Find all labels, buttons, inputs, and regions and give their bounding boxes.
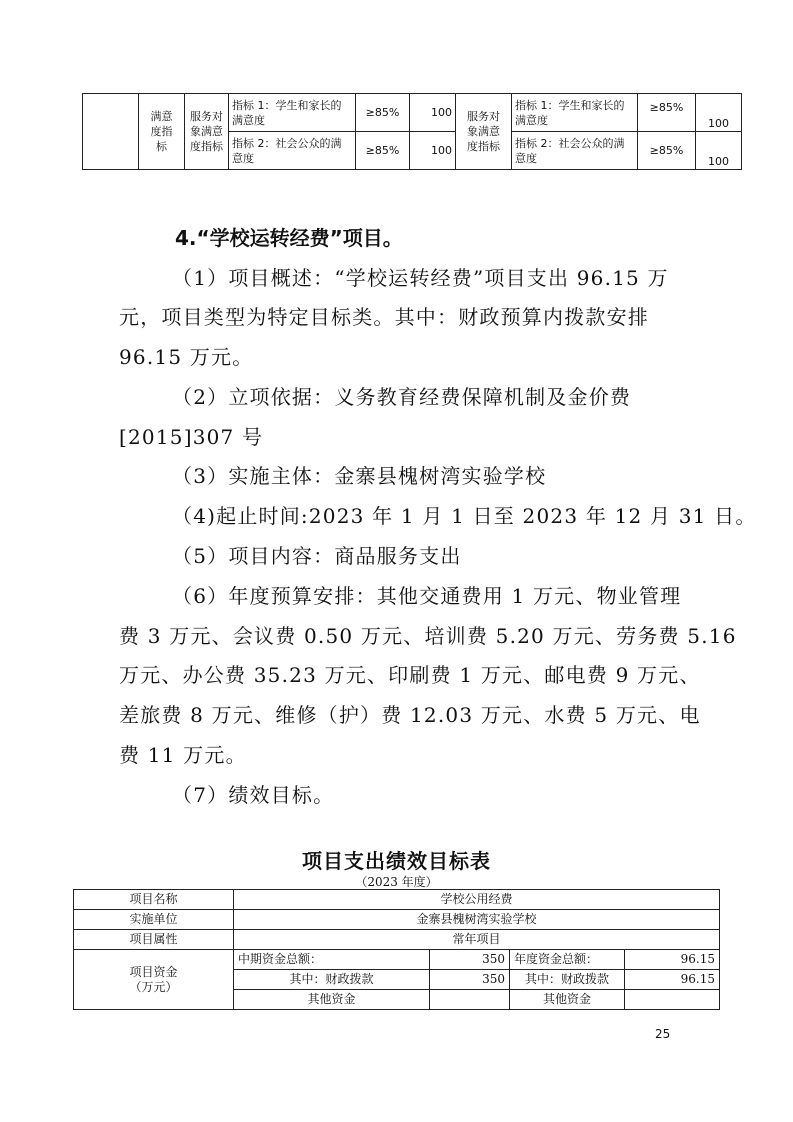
category-cell: 满意 度指 标 [139,94,185,170]
target-cell: ≥85% [356,94,410,132]
target-cell: ≥85% [638,94,696,132]
body-line: （5）项目内容：商品服务支出 [172,544,462,568]
target-cell: ≥85% [356,132,410,170]
body-line: 费 11 万元。 [119,743,247,767]
body-line: （1）项目概述：“学校运转经费”项目支出 96.15 万 [172,266,669,290]
body-line: （2）立项依据：义务教育经费保障机制及金价费 [172,385,632,409]
score-cell: 100 [410,132,456,170]
table-row [83,94,742,132]
table-row [74,930,720,950]
row-label: 项目属性 [74,930,234,950]
mid-total-value: 350 [430,950,510,970]
row-label: 实施单位 [74,910,234,930]
mid-total-label: 中期资金总额： [234,950,430,970]
indicator-cell: 指标 2：社会公众的满意度 [229,132,356,170]
top-performance-table [82,93,742,170]
indicator-cell: 指标 1：学生和家长的满意度 [229,94,356,132]
mid-fiscal-label: 其中：财政拨款 [234,970,430,990]
section-heading: 4.“学校运转经费”项目。 [175,226,403,250]
mid-other-label: 其他资金 [234,990,430,1010]
perf-target-table [73,889,720,1010]
table-row [74,890,720,910]
subcategory-cell: 服务对 象满意 度指标 [185,94,229,170]
body-line: （7）绩效目标。 [172,783,335,807]
indicator-cell: 指标 2：社会公众的满意度 [512,132,638,170]
table-row [74,950,720,970]
row-label: 项目名称 [74,890,234,910]
indicator-cell: 指标 1：学生和家长的满意度 [512,94,638,132]
year-total-value: 96.15 [625,950,720,970]
score-cell: 100 [696,94,742,132]
year-fiscal-label: 其中：财政拨款 [510,970,625,990]
table-row [74,910,720,930]
body-line: 元，项目类型为特定目标类。其中：财政预算内拨款安排 [119,305,649,329]
perf-table-year: （2023 年度） [355,875,438,889]
fund-label: 项目资金 （万元） [74,950,234,1010]
page-number: 25 [655,1027,671,1041]
body-line: （6）年度预算安排：其他交通费用 1 万元、物业管理 [172,584,682,608]
row-value: 常年项目 [234,930,720,950]
body-line: 差旅费 8 万元、维修（护）费 12.03 万元、水费 5 万元、电 [119,703,701,727]
mid-fiscal-value: 350 [430,970,510,990]
score-cell: 100 [696,132,742,170]
body-line: （4)起止时间:2023 年 1 月 1 日至 2023 年 12 月 31 日。 [172,504,757,528]
subcategory-cell-right: 服务对 象满意 度指标 [456,94,512,170]
score-cell: 100 [410,94,456,132]
perf-table-title: 项目支出绩效目标表 [302,849,491,873]
year-fiscal-value: 96.15 [625,970,720,990]
body-line: 万元、办公费 35.23 万元、印刷费 1 万元、邮电费 9 万元、 [119,663,701,687]
body-line: [2015]307 号 [119,425,264,449]
body-line: 费 3 万元、会议费 0.50 万元、培训费 5.20 万元、劳务费 5.16 [119,624,737,648]
year-total-label: 年度资金总额： [510,950,625,970]
body-line: （3）实施主体：金寨县槐树湾实验学校 [172,464,547,488]
row-value: 学校公用经费 [234,890,720,910]
body-line: 96.15 万元。 [119,345,254,369]
year-other-label: 其他资金 [510,990,625,1010]
target-cell: ≥85% [638,132,696,170]
row-value: 金寨县槐树湾实验学校 [234,910,720,930]
